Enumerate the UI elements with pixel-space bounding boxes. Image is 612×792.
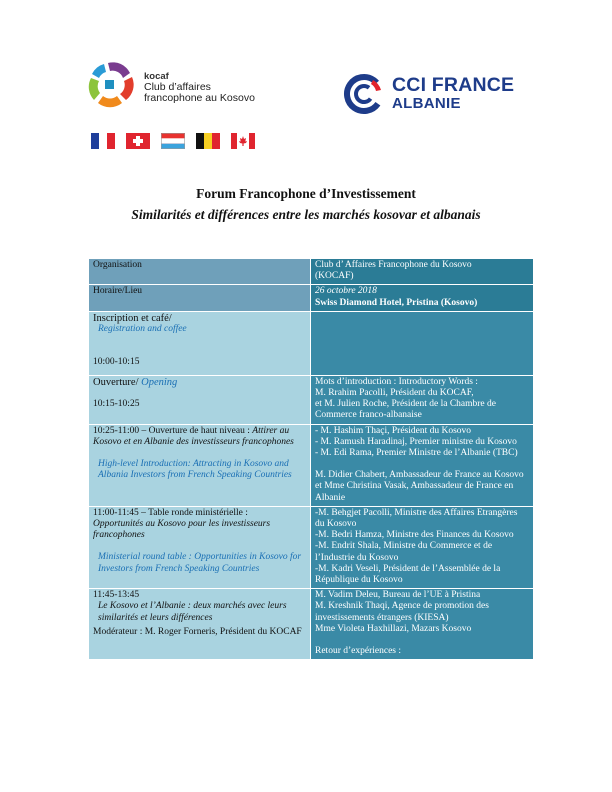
organisation-label bbox=[89, 259, 311, 285]
ministerial-title-fr: Opportunités au Kosovo pour les investisseurs francophones bbox=[93, 519, 271, 541]
markets-title-fr: Le Kosovo et l’Albanie : deux marchés avec leurs similarités et leurs différences bbox=[98, 601, 287, 623]
markets-speakers-line3: Mme Violeta Haxhillazi, Mazars Kosovo bbox=[315, 623, 472, 634]
high-level-speakers-line2: - M. Ramush Haradinaj, Premier ministre du Kosovo bbox=[315, 436, 517, 447]
table-row-registration bbox=[89, 311, 534, 375]
ministerial-speakers-line1: -M. Behgjet Pacolli, Ministre des Affaires Etrangères du Kosovo bbox=[315, 507, 518, 530]
page-subtitle: Similarités et différences entre les marchés kosovar et albanais bbox=[131, 207, 481, 222]
high-level-cell bbox=[89, 424, 311, 506]
registration-time: 10:00-10:15 bbox=[93, 357, 140, 368]
table-row-high-level bbox=[89, 424, 534, 506]
cci-france-albanie-logo bbox=[343, 72, 513, 132]
registration-cell bbox=[89, 311, 311, 375]
high-level-speakers-line3: - M. Edi Rama, Premier Ministre de l’Albanie (TBC) bbox=[315, 448, 518, 459]
table-row-organisation bbox=[89, 259, 534, 285]
kocaf-logo-icon bbox=[86, 60, 136, 110]
cci-logo-line2: ALBANIE bbox=[392, 95, 461, 112]
ministerial-title-en: Ministerial round table : Opportunities in Kosovo for Investors from French Speaking Countries bbox=[98, 552, 302, 574]
kocaf-subtitle-line1: Club d’affaires bbox=[144, 81, 211, 93]
ministerial-speakers-line3: -M. Endrit Shala, Ministre du Commerce et de l’Industrie du Kosovo bbox=[315, 541, 493, 563]
schedule-value bbox=[311, 285, 534, 311]
ministerial-time-label: 11:00-11:45 – Table ronde ministérielle : bbox=[93, 507, 248, 518]
table-row-ministerial bbox=[89, 506, 534, 588]
high-level-speakers-line4: M. Didier Chabert, Ambassadeur de France au Kosovo bbox=[315, 470, 524, 481]
flags-row bbox=[91, 133, 255, 149]
markets-time: 11:45-13:45 bbox=[93, 590, 140, 601]
kocaf-name: kocaf bbox=[144, 71, 169, 82]
opening-speakers-line3: et M. Julien Roche, Président de la Chambre de Commerce franco-albanaise bbox=[315, 399, 496, 421]
cci-logo-line1: CCI FRANCE bbox=[392, 74, 515, 96]
organisation-value bbox=[311, 259, 534, 285]
markets-speakers bbox=[311, 589, 534, 660]
france-flag-icon bbox=[91, 133, 115, 149]
table-row-opening bbox=[89, 375, 534, 424]
organisation-label-text: Organisation bbox=[93, 260, 142, 270]
ministerial-speakers bbox=[311, 506, 534, 588]
event-date: 26 octobre 2018 bbox=[315, 286, 377, 297]
opening-speakers-line2: M. Rrahim Pacolli, Président du KOCAF, bbox=[315, 388, 474, 399]
markets-speakers-line1: M. Vadim Deleu, Bureau de l’UE à Pristina bbox=[315, 590, 481, 601]
high-level-time-label: 10:25-11:00 – Ouverture de haut niveau : bbox=[93, 425, 250, 436]
page-title: Forum Francophone d’Investissement bbox=[196, 186, 416, 201]
opening-speakers-line1: Mots d’introduction : Introductory Words : bbox=[315, 376, 478, 387]
organisation-value-line1: Club d’ Affaires Francophone du Kosovo bbox=[315, 260, 472, 270]
opening-label-en: Opening bbox=[141, 376, 178, 388]
markets-cell bbox=[89, 589, 311, 660]
event-venue: Swiss Diamond Hotel, Pristina (Kosovo) bbox=[315, 297, 478, 308]
organisation-value-line2: (KOCAF) bbox=[315, 271, 354, 282]
registration-details bbox=[311, 311, 534, 375]
registration-label-en: Registration and coffee bbox=[98, 324, 187, 335]
cci-logo-icon bbox=[343, 72, 387, 116]
table-row-markets bbox=[89, 589, 534, 660]
high-level-speakers-line1: - M. Hashim Thaçi, Président du Kosovo bbox=[315, 425, 472, 436]
cci-logo-text bbox=[392, 75, 514, 112]
opening-speakers bbox=[311, 375, 534, 424]
ministerial-cell bbox=[89, 506, 311, 588]
kocaf-logo-text bbox=[144, 71, 255, 104]
opening-time: 10:15-10:25 bbox=[93, 399, 140, 410]
markets-speakers-line4: Retour d’expériences : bbox=[315, 646, 401, 657]
table-row-schedule-venue bbox=[89, 285, 534, 311]
high-level-speakers-line5: et Mme Christina Vasak, Ambassadeur de France en Albanie bbox=[315, 481, 514, 503]
high-level-title-fr: Attirer au Kosovo et en Albanie des investisseurs francophones bbox=[93, 425, 294, 447]
high-level-title-en: High-level Introduction: Attracting in Kosovo and Albania Investors from French Speaking Countries bbox=[98, 459, 292, 481]
program-table bbox=[88, 258, 534, 660]
opening-label: Ouverture/ bbox=[93, 376, 139, 388]
schedule-label bbox=[89, 285, 311, 311]
markets-moderator: Modérateur : M. Roger Forneris, Président du KOCAF bbox=[93, 626, 302, 637]
markets-speakers-line2: M. Kreshnik Thaqi, Agence de promotion des investissements étrangers (KIESA) bbox=[315, 601, 489, 623]
ministerial-speakers-line4: -M. Kadri Veseli, Président de l’Assemblée de la République du Kosovo bbox=[315, 563, 501, 586]
luxembourg-flag-icon bbox=[161, 133, 185, 149]
kocaf-subtitle-line2: francophone au Kosovo bbox=[144, 92, 255, 104]
ministerial-speakers-line2: -M. Bedri Hamza, Ministre des Finances du Kosovo bbox=[315, 530, 514, 541]
opening-cell bbox=[89, 375, 311, 424]
belgium-flag-icon bbox=[196, 133, 220, 149]
registration-label: Inscription et café/ bbox=[93, 312, 172, 324]
schedule-label-text: Horaire/Lieu bbox=[93, 286, 143, 297]
canada-flag-icon bbox=[231, 133, 255, 149]
kocaf-logo bbox=[86, 60, 266, 122]
high-level-speakers bbox=[311, 424, 534, 506]
switzerland-flag-icon bbox=[126, 133, 150, 149]
